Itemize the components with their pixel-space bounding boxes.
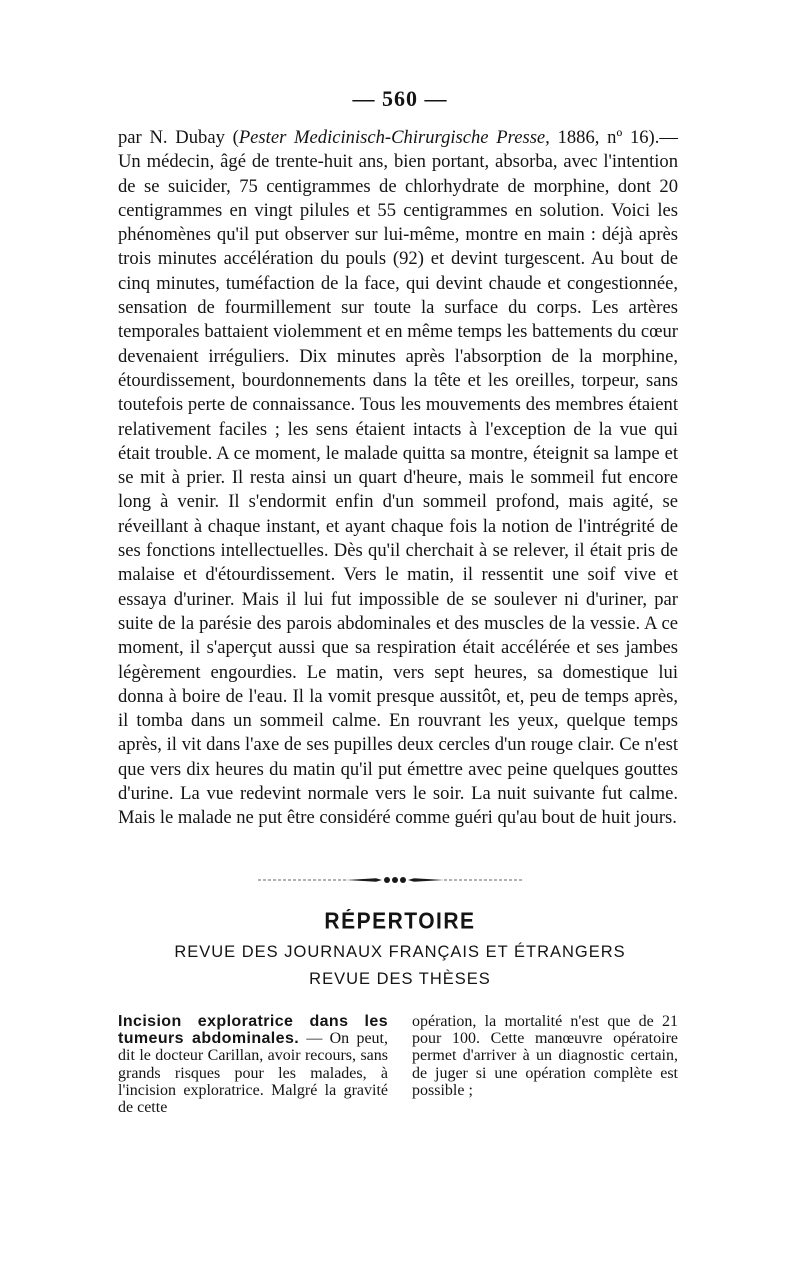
left-column (118, 1013, 388, 1116)
right-column-text: opération, la mortalité n'est que de 21 pour 100. Cette manœuvre opératoire permet d'arriver à un diagnostic certain, de juger si une opération complète est possible ; (412, 1013, 678, 1099)
section-subtitle-journals: REVUE DES JOURNAUX FRANÇAIS ET ÉTRANGERS (174, 943, 626, 961)
left-column-text: — On peut, dit le docteur Carillan, avoir recours, sans grands risques pour les malades, à l'incision exploratrice. Malgré la gravité de cette (118, 1030, 388, 1117)
section-title: RÉPERTOIRE (324, 909, 476, 934)
journal-citation: Pester Medicinisch-Chirurgische Presse, (238, 127, 550, 148)
body-text: 1886, nº 16).— Un médecin, âgé de trente-huit ans, bien portant, absorba, avec l'intention de se suicider, 75 centigrammes de chlorhydrate de morphine, dont 20 centigrammes en vingt pilules et 55 centigrammes en solution. Voici les phénomènes qu'il put observer sur lui-même, montre en main : déjà après trois minutes accélération du pouls (92) et devint turgescent. Au bout de cinq minutes, tuméfaction de la face, qui devint chaude et congestionnée, sensation de fourmillement sur toute la surface du corps. Les artères temporales battaient violemment et en même temps les battements du cœur devenaient irréguliers. Dix minutes après l'absorption de la morphine, étourdissement, bourdonnements dans la tête et les oreilles, torpeur, sans toutefois perte de connaissance. Tous les mouvements des membres étaient relativement faciles ; les sens étaient intacts à l'exception de la vue qui était trouble. A ce moment, le malade quitta sa montre, éteignit sa lampe et se mit à prier. Il resta ainsi un quart d'heure, mais le sommeil fut encore long à venir. Il s'endormit enfin d'un sommeil profond, mais agité, se réveillant à chaque instant, et ayant chaque fois la notion de l'intrégrité de ses fonctions intellectuelles. Dès qu'il cherchait à se relever, il était pris de malaise et d'étourdissement. Vers le matin, il ressentit une soif vive et essaya d'uriner. Mais il lui fut impossible de se soulever ni d'uriner, par suite de la parésie des parois abdominales et des muscles de la vessie. A ce moment, il s'aperçut aussi que sa respiration était accélérée et ses jambes légèrement engourdies. Le matin, vers sept heures, sa domestique lui donna à boire de l'eau. Il la vomit presque aussitôt, et, peu de temps après, il tomba dans un sommeil calme. En rouvrant les yeux, quelque temps après, il vit dans l'axe de ses pupilles deux cercles d'un rouge clair. Ce n'est que vers dix heures du matin qu'il put émettre avec peine quelques gouttes d'urine. La vue redevint normale vers le soir. La nuit suivante fut calme. Mais le malade ne put être considéré comme guéri qu'au bout de huit jours. (118, 127, 678, 829)
right-column (412, 1013, 678, 1099)
page-number: — 560 — (352, 86, 448, 111)
body-intro: par N. Dubay ( (118, 127, 239, 148)
article-title: Incision exploratrice dans les tumeurs abdominales. (118, 1013, 388, 1048)
section-subtitle-theses: REVUE DES THÈSES (309, 970, 491, 988)
body-paragraph (118, 126, 678, 831)
ornamental-divider (258, 874, 524, 886)
